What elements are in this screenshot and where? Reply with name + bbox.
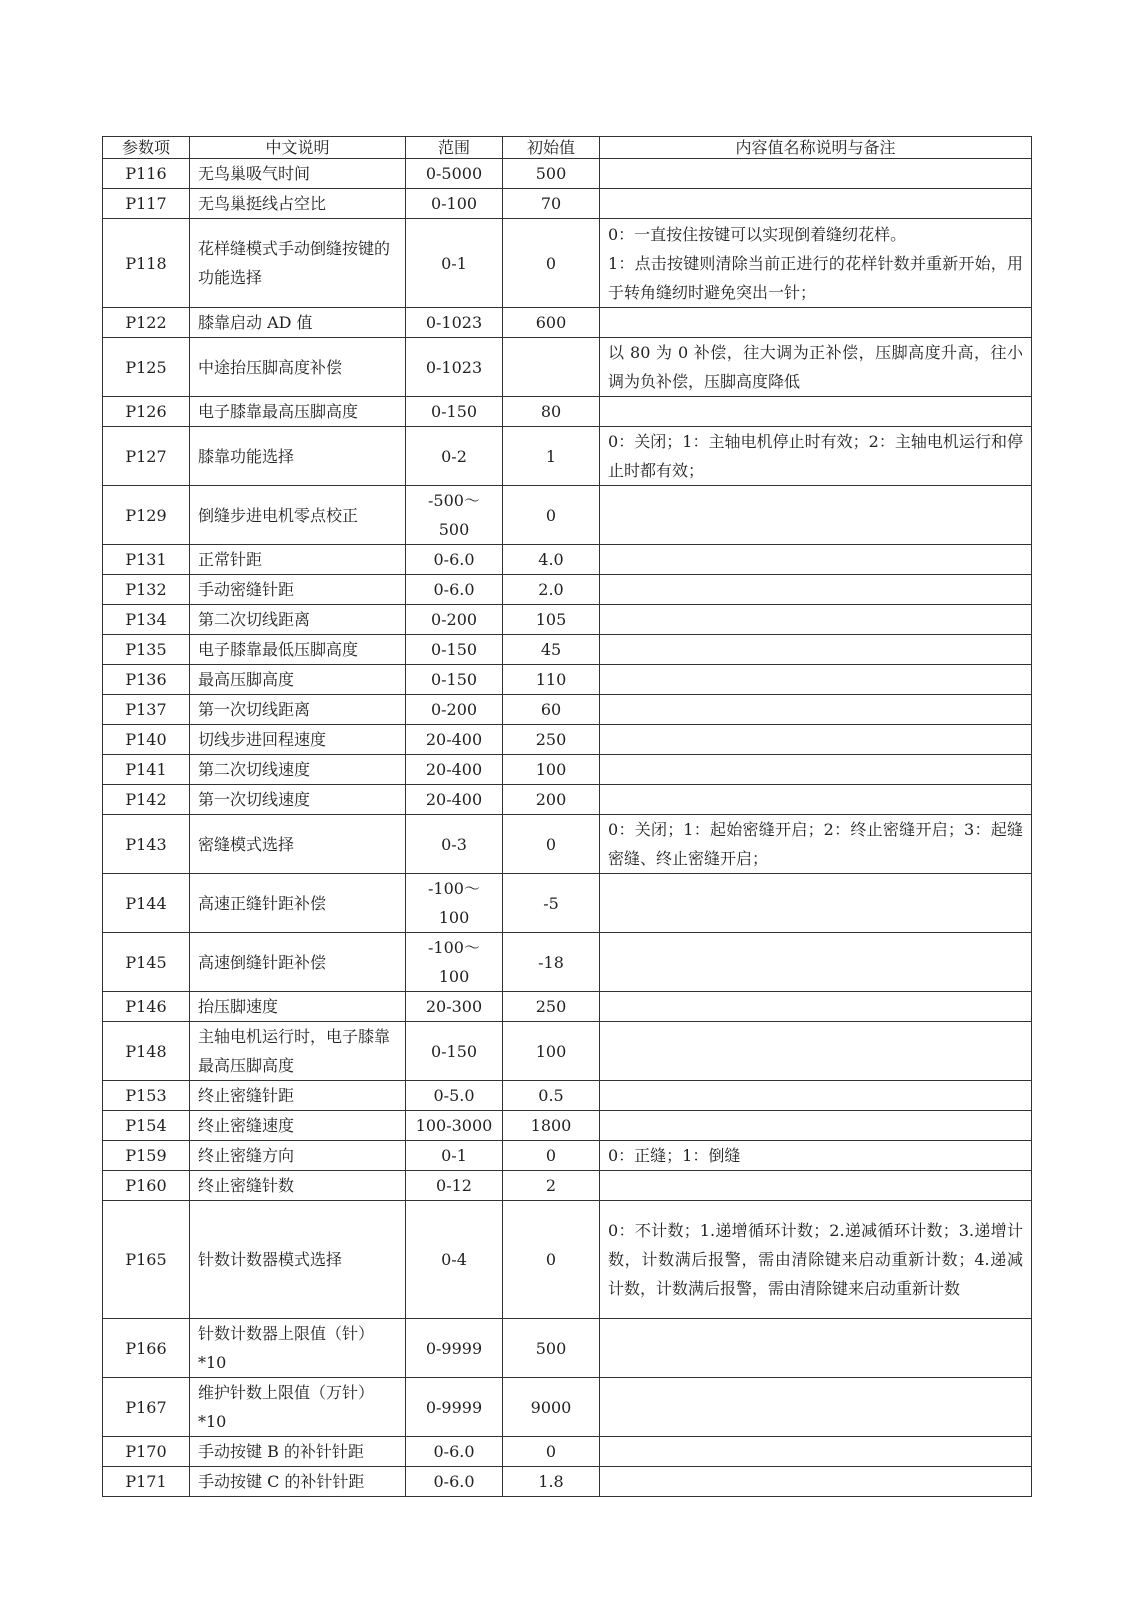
table-row: [103, 1141, 1032, 1171]
notes-cell: [600, 1467, 1032, 1497]
description-cell: 第二次切线距离: [190, 605, 406, 635]
notes-cell: 0：一直按住按键可以实现倒着缝纫花样。 1：点击按键则清除当前正进行的花样针数并重新开始，用于转角缝纫时避免突出一针；: [600, 219, 1032, 308]
notes-cell: 0：关闭；1：起始密缝开启；2：终止密缝开启；3：起缝密缝、终止密缝开启；: [600, 815, 1032, 874]
range-cell: 0-6.0: [406, 1437, 503, 1467]
table-row: [103, 308, 1032, 338]
description-cell: 终止密缝速度: [190, 1111, 406, 1141]
header-description: 中文说明: [190, 137, 406, 159]
range-cell: 0-200: [406, 605, 503, 635]
param-cell: P165: [103, 1201, 190, 1319]
param-cell: P136: [103, 665, 190, 695]
param-cell: P122: [103, 308, 190, 338]
table-row: [103, 427, 1032, 486]
description-cell: 第二次切线速度: [190, 755, 406, 785]
initial-value-cell: 4.0: [503, 545, 600, 575]
initial-value-cell: 0: [503, 1201, 600, 1319]
param-cell: P141: [103, 755, 190, 785]
description-cell: 手动按键 C 的补针针距: [190, 1467, 406, 1497]
range-cell: 0-1023: [406, 308, 503, 338]
initial-value-cell: 0: [503, 486, 600, 545]
header-param: 参数项: [103, 137, 190, 159]
table-row: [103, 219, 1032, 308]
range-cell: 0-9999: [406, 1319, 503, 1378]
param-cell: P132: [103, 575, 190, 605]
table-row: [103, 815, 1032, 874]
table-row: [103, 486, 1032, 545]
description-cell: 花样缝模式手动倒缝按键的功能选择: [190, 219, 406, 308]
notes-cell: [600, 1319, 1032, 1378]
header-row: [103, 137, 1032, 159]
range-cell: 0-5.0: [406, 1081, 503, 1111]
description-cell: 膝靠启动 AD 值: [190, 308, 406, 338]
initial-value-cell: 105: [503, 605, 600, 635]
initial-value-cell: 500: [503, 1319, 600, 1378]
notes-cell: 0：正缝；1：倒缝: [600, 1141, 1032, 1171]
param-cell: P153: [103, 1081, 190, 1111]
table-row: [103, 1378, 1032, 1437]
table-body: [103, 159, 1032, 1497]
table-row: [103, 1111, 1032, 1141]
notes-cell: [600, 486, 1032, 545]
table-row: [103, 1319, 1032, 1378]
table-header: [103, 137, 1032, 159]
notes-cell: [600, 755, 1032, 785]
range-cell: 20-400: [406, 725, 503, 755]
initial-value-cell: 2.0: [503, 575, 600, 605]
param-cell: P145: [103, 933, 190, 992]
range-cell: 0-150: [406, 635, 503, 665]
range-cell: 0-6.0: [406, 545, 503, 575]
description-cell: 维护针数上限值（万针）*10: [190, 1378, 406, 1437]
table-row: [103, 575, 1032, 605]
param-cell: P142: [103, 785, 190, 815]
notes-cell: [600, 635, 1032, 665]
description-cell: 无鸟巢吸气时间: [190, 159, 406, 189]
range-cell: 0-5000: [406, 159, 503, 189]
notes-cell: [600, 695, 1032, 725]
table-row: [103, 189, 1032, 219]
param-cell: P171: [103, 1467, 190, 1497]
param-cell: P134: [103, 605, 190, 635]
table-row: [103, 1081, 1032, 1111]
notes-cell: 0：不计数；1.递增循环计数；2.递减循环计数；3.递增计数，计数满后报警，需由清除键来启动重新计数；4.递减计数，计数满后报警，需由清除键来启动重新计数: [600, 1201, 1032, 1319]
range-cell: 0-1023: [406, 338, 503, 397]
description-cell: 最高压脚高度: [190, 665, 406, 695]
description-cell: 针数计数器模式选择: [190, 1201, 406, 1319]
notes-cell: [600, 1378, 1032, 1437]
table-row: [103, 755, 1032, 785]
table-row: [103, 665, 1032, 695]
table-row: [103, 635, 1032, 665]
notes-cell: [600, 575, 1032, 605]
range-cell: 20-300: [406, 992, 503, 1022]
initial-value-cell: 0: [503, 1141, 600, 1171]
initial-value-cell: 0: [503, 219, 600, 308]
description-cell: 密缝模式选择: [190, 815, 406, 874]
initial-value-cell: 100: [503, 1022, 600, 1081]
table-row: [103, 397, 1032, 427]
description-cell: 电子膝靠最高压脚高度: [190, 397, 406, 427]
initial-value-cell: 2: [503, 1171, 600, 1201]
notes-cell: [600, 874, 1032, 933]
param-cell: P137: [103, 695, 190, 725]
notes-cell: [600, 189, 1032, 219]
param-cell: P125: [103, 338, 190, 397]
range-cell: 20-400: [406, 785, 503, 815]
description-cell: 主轴电机运行时，电子膝靠最高压脚高度: [190, 1022, 406, 1081]
table-row: [103, 605, 1032, 635]
range-cell: 0-6.0: [406, 575, 503, 605]
table-row: [103, 992, 1032, 1022]
param-cell: P116: [103, 159, 190, 189]
initial-value-cell: -18: [503, 933, 600, 992]
description-cell: 正常针距: [190, 545, 406, 575]
initial-value-cell: 0: [503, 815, 600, 874]
range-cell: 0-9999: [406, 1378, 503, 1437]
range-cell: -100～100: [406, 933, 503, 992]
table-row: [103, 874, 1032, 933]
description-cell: 终止密缝方向: [190, 1141, 406, 1171]
description-cell: 高速正缝针距补偿: [190, 874, 406, 933]
notes-cell: [600, 992, 1032, 1022]
param-cell: P135: [103, 635, 190, 665]
notes-cell: [600, 725, 1032, 755]
initial-value-cell: 500: [503, 159, 600, 189]
initial-value-cell: 0: [503, 1437, 600, 1467]
table-row: [103, 338, 1032, 397]
header-initial-value: 初始值: [503, 137, 600, 159]
description-cell: 抬压脚速度: [190, 992, 406, 1022]
description-cell: 针数计数器上限值（针）*10: [190, 1319, 406, 1378]
param-cell: P117: [103, 189, 190, 219]
notes-cell: 以 80 为 0 补偿，往大调为正补偿，压脚高度升高，往小调为负补偿，压脚高度降低: [600, 338, 1032, 397]
initial-value-cell: 0.5: [503, 1081, 600, 1111]
table-row: [103, 1467, 1032, 1497]
table-row: [103, 695, 1032, 725]
description-cell: 第一次切线速度: [190, 785, 406, 815]
initial-value-cell: 60: [503, 695, 600, 725]
description-cell: 膝靠功能选择: [190, 427, 406, 486]
description-cell: 高速倒缝针距补偿: [190, 933, 406, 992]
description-cell: 手动按键 B 的补针针距: [190, 1437, 406, 1467]
description-cell: 中途抬压脚高度补偿: [190, 338, 406, 397]
notes-cell: [600, 785, 1032, 815]
initial-value-cell: 600: [503, 308, 600, 338]
notes-cell: [600, 1022, 1032, 1081]
initial-value-cell: 250: [503, 725, 600, 755]
notes-cell: [600, 605, 1032, 635]
param-cell: P144: [103, 874, 190, 933]
range-cell: -500～500: [406, 486, 503, 545]
header-notes: 内容值名称说明与备注: [600, 137, 1032, 159]
initial-value-cell: [503, 338, 600, 397]
initial-value-cell: 70: [503, 189, 600, 219]
notes-cell: 0：关闭；1：主轴电机停止时有效；2：主轴电机运行和停止时都有效；: [600, 427, 1032, 486]
param-cell: P160: [103, 1171, 190, 1201]
range-cell: 0-100: [406, 189, 503, 219]
param-cell: P167: [103, 1378, 190, 1437]
notes-cell: [600, 933, 1032, 992]
notes-cell: [600, 1171, 1032, 1201]
param-cell: P127: [103, 427, 190, 486]
range-cell: 0-1: [406, 1141, 503, 1171]
notes-cell: [600, 1081, 1032, 1111]
table-row: [103, 1201, 1032, 1319]
range-cell: 0-200: [406, 695, 503, 725]
table-row: [103, 545, 1032, 575]
table-row: [103, 1437, 1032, 1467]
range-cell: 100-3000: [406, 1111, 503, 1141]
description-cell: 电子膝靠最低压脚高度: [190, 635, 406, 665]
initial-value-cell: 1: [503, 427, 600, 486]
table-row: [103, 933, 1032, 992]
notes-cell: [600, 159, 1032, 189]
initial-value-cell: 80: [503, 397, 600, 427]
description-cell: 手动密缝针距: [190, 575, 406, 605]
param-cell: P126: [103, 397, 190, 427]
initial-value-cell: 200: [503, 785, 600, 815]
header-range: 范围: [406, 137, 503, 159]
description-cell: 切线步进回程速度: [190, 725, 406, 755]
range-cell: 0-1: [406, 219, 503, 308]
initial-value-cell: 250: [503, 992, 600, 1022]
initial-value-cell: 45: [503, 635, 600, 665]
table-row: [103, 785, 1032, 815]
param-cell: P146: [103, 992, 190, 1022]
param-cell: P148: [103, 1022, 190, 1081]
range-cell: 0-12: [406, 1171, 503, 1201]
param-cell: P166: [103, 1319, 190, 1378]
param-cell: P140: [103, 725, 190, 755]
param-cell: P154: [103, 1111, 190, 1141]
notes-cell: [600, 308, 1032, 338]
initial-value-cell: 1.8: [503, 1467, 600, 1497]
param-cell: P129: [103, 486, 190, 545]
initial-value-cell: 110: [503, 665, 600, 695]
initial-value-cell: -5: [503, 874, 600, 933]
initial-value-cell: 1800: [503, 1111, 600, 1141]
table-row: [103, 1171, 1032, 1201]
description-cell: 倒缝步进电机零点校正: [190, 486, 406, 545]
range-cell: 0-2: [406, 427, 503, 486]
range-cell: -100～100: [406, 874, 503, 933]
initial-value-cell: 9000: [503, 1378, 600, 1437]
range-cell: 0-150: [406, 1022, 503, 1081]
param-cell: P170: [103, 1437, 190, 1467]
param-cell: P118: [103, 219, 190, 308]
table-row: [103, 1022, 1032, 1081]
notes-cell: [600, 1437, 1032, 1467]
range-cell: 20-400: [406, 755, 503, 785]
description-cell: 终止密缝针数: [190, 1171, 406, 1201]
description-cell: 终止密缝针距: [190, 1081, 406, 1111]
table-row: [103, 725, 1032, 755]
table-row: [103, 159, 1032, 189]
range-cell: 0-3: [406, 815, 503, 874]
range-cell: 0-6.0: [406, 1467, 503, 1497]
notes-cell: [600, 397, 1032, 427]
notes-cell: [600, 545, 1032, 575]
initial-value-cell: 100: [503, 755, 600, 785]
range-cell: 0-4: [406, 1201, 503, 1319]
param-cell: P159: [103, 1141, 190, 1171]
notes-cell: [600, 665, 1032, 695]
description-cell: 无鸟巢挺线占空比: [190, 189, 406, 219]
description-cell: 第一次切线距离: [190, 695, 406, 725]
parameter-table: [102, 136, 1032, 1497]
param-cell: P131: [103, 545, 190, 575]
param-cell: P143: [103, 815, 190, 874]
range-cell: 0-150: [406, 665, 503, 695]
notes-cell: [600, 1111, 1032, 1141]
range-cell: 0-150: [406, 397, 503, 427]
